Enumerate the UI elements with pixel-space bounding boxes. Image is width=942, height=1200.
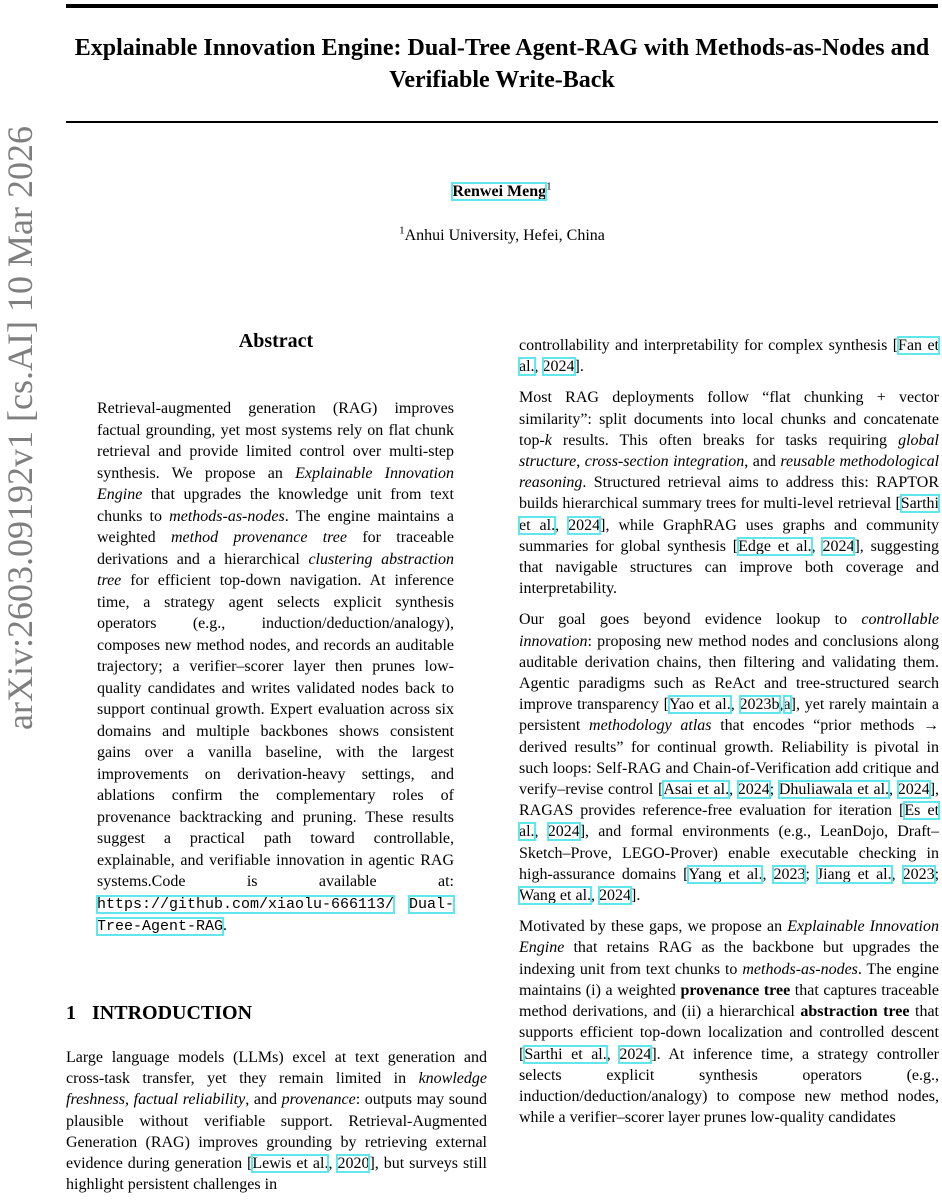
affiliation-superscript: 1	[399, 224, 405, 237]
citation-link[interactable]: 2023	[773, 865, 806, 883]
paragraph-flat-chunking: Most RAG deployments follow “flat chunking + vector similarity”: split documents into local chunks and concatenate top-k results. This often breaks for tasks requiring global structure, cross-section integration, and reusable methodological reasoning. Structured retrieval aims to address this: RAPTOR builds hierarchical summary trees for multi-level retrieval [Sarthi et al., 2024], while GraphRAG uses graphs and community summaries for global synthesis [Edge et al., 2024], suggesting that navigable structures can improve both coverage and interpretability.	[519, 389, 940, 598]
paper-title: Explainable Innovation Engine: Dual-Tree Agent-RAG with Methods-as-Nodes and Verifiable Write-Back	[74, 35, 930, 93]
citation-link[interactable]: 2024	[822, 537, 855, 555]
citation-link[interactable]: Sarthi et al.	[519, 495, 939, 534]
right-column	[519, 335, 939, 1138]
citation-link[interactable]: Yang et al.	[688, 865, 763, 883]
citation-link[interactable]: Es et al.	[519, 802, 940, 841]
citation-link[interactable]: Wang et al.	[519, 887, 592, 905]
paragraph-proposal: Motivated by these gaps, we propose an Explainable Innovation Engine that retains RAG as the backbone but upgrades the indexing unit from text chunks to methods-as-nodes. The engine maintains (i) a weighted provenance tree that captures traceable method derivations, and (ii) a hierarchical abstraction tree that supports efficient top-down localization and controlled descent [Sarthi et al., 2024]. At inference time, a strategy controller selects explicit synthesis operators (e.g., induction/deduction/analogy) to compose new method nodes, while a verifier–scorer layer prunes low-quality candidates	[519, 918, 940, 1127]
citation-link[interactable]: Lewis et al.	[252, 1155, 329, 1173]
citation-link[interactable]: Jiang et al.	[816, 865, 892, 883]
author-superscript: 1	[546, 180, 552, 193]
citation-link[interactable]: 2024	[897, 781, 930, 799]
code-url-link-cont[interactable]: Dual-Tree-Agent-RAG	[97, 895, 454, 935]
citation-link[interactable]: 2020	[337, 1155, 370, 1173]
citation-link[interactable]: 2024	[542, 358, 575, 376]
paragraph-controllability: controllability and interpretability for complex synthesis [Fan et al., 2024].	[519, 337, 940, 376]
citation-link[interactable]: Dhuliawala et al.	[778, 781, 890, 799]
citation-link[interactable]: Asai et al.	[663, 781, 730, 799]
citation-link[interactable]: 2024	[737, 781, 770, 799]
abstract-body: Retrieval-augmented generation (RAG) improves factual grounding, yet most systems rely on flat chunk retrieval and provide limited control over multi-step synthesis. We propose an Explainable Innovation Engine that upgrades the knowledge unit from text chunks to methods-as-nodes. The engine maintains a weighted method provenance tree for traceable derivations and a hierarchical clustering abstraction tree for efficient top-down navigation. At inference time, a strategy agent selects explicit synthesis operators (e.g., induction/deduction/analogy), composes new method nodes, and records an auditable trajectory; a verifier–scorer layer then prunes low-quality candidates and writes validated nodes back to support continual growth. Expert evaluation across six domains and multiple backbones shows consistent gains over a vanilla baseline, with the largest improvements on derivation-heavy settings, and ablations confirm the complementary roles of provenance backtracking and pruning. These results suggest a practical path toward controllable, explainable, and verifiable innovation in agentic RAG systems.Code is available at: https://github.com/xiaolu-666113/ Dual-Tree-Agent-RAG.	[97, 400, 455, 935]
citation-link[interactable]: 2023b	[739, 696, 780, 714]
arxiv-stamp-text: arXiv:2603.09192v1 [cs.AI] 10 Mar 2026	[0, 125, 40, 730]
paragraph-goal: Our goal goes beyond evidence lookup to controllable innovation: proposing new method nodes and conclusions along auditable derivation chains, then filtering and validating them. Agentic paradigms such as ReAct and tree-structured search improve transparency [Yao et al., 2023b,a], yet rarely maintain a persistent methodology atlas that encodes “prior methods → derived results” for continual growth. Reliability is pivotal in such loops: Self-RAG and Chain-of-Verification add critique and verify–revise control [Asai et al., 2024; Dhuliawala et al., 2024], RAGAS provides reference-free evaluation for iteration [Es et al., 2024], and formal environments (e.g., LeanDojo, Draft–Sketch–Prove, LEGO-Prover) enable executable checking in high-assurance domains [Yang et al., 2023; Jiang et al., 2023; Wang et al., 2024].	[519, 611, 940, 905]
citation-link[interactable]: Sarthi et al.	[524, 1045, 607, 1063]
author-name-link[interactable]: Renwei Meng	[452, 183, 547, 200]
citation-link[interactable]: Fan et al.	[519, 337, 940, 376]
citation-link[interactable]: 2024	[568, 516, 601, 534]
citation-link[interactable]: a	[783, 696, 791, 714]
introduction-paragraph: Large language models (LLMs) excel at text generation and cross-task transfer, yet they remain limited in knowledge freshness, factual reliability, and provenance: outputs may sound plausible without verifiable support. Retrieval-Augmented Generation (RAG) improves grounding by retrieving external evidence during generation [Lewis et al., 2020], but surveys still highlight persistent challenges in	[66, 1049, 488, 1194]
title-top-rule	[66, 4, 938, 8]
citation-link[interactable]: 2023	[902, 865, 935, 883]
citation-link[interactable]: Yao et al.	[668, 696, 731, 714]
affiliation-text: Anhui University, Hefei, China	[404, 227, 605, 244]
code-url-link[interactable]: https://github.com/xiaolu-666113/	[97, 895, 395, 913]
author-line	[0, 180, 942, 201]
section-heading-introduction: 1 INTRODUCTION	[66, 1002, 253, 1024]
abstract-heading: Abstract	[238, 330, 314, 352]
citation-link[interactable]: 2024	[599, 887, 632, 905]
citation-link[interactable]: 2024	[619, 1045, 652, 1063]
citation-link[interactable]: 2024	[547, 823, 580, 841]
affiliation	[0, 224, 942, 245]
title-bottom-rule	[66, 121, 938, 123]
arxiv-stamp	[0, 125, 40, 730]
citation-link[interactable]: Edge et al.	[738, 537, 812, 555]
